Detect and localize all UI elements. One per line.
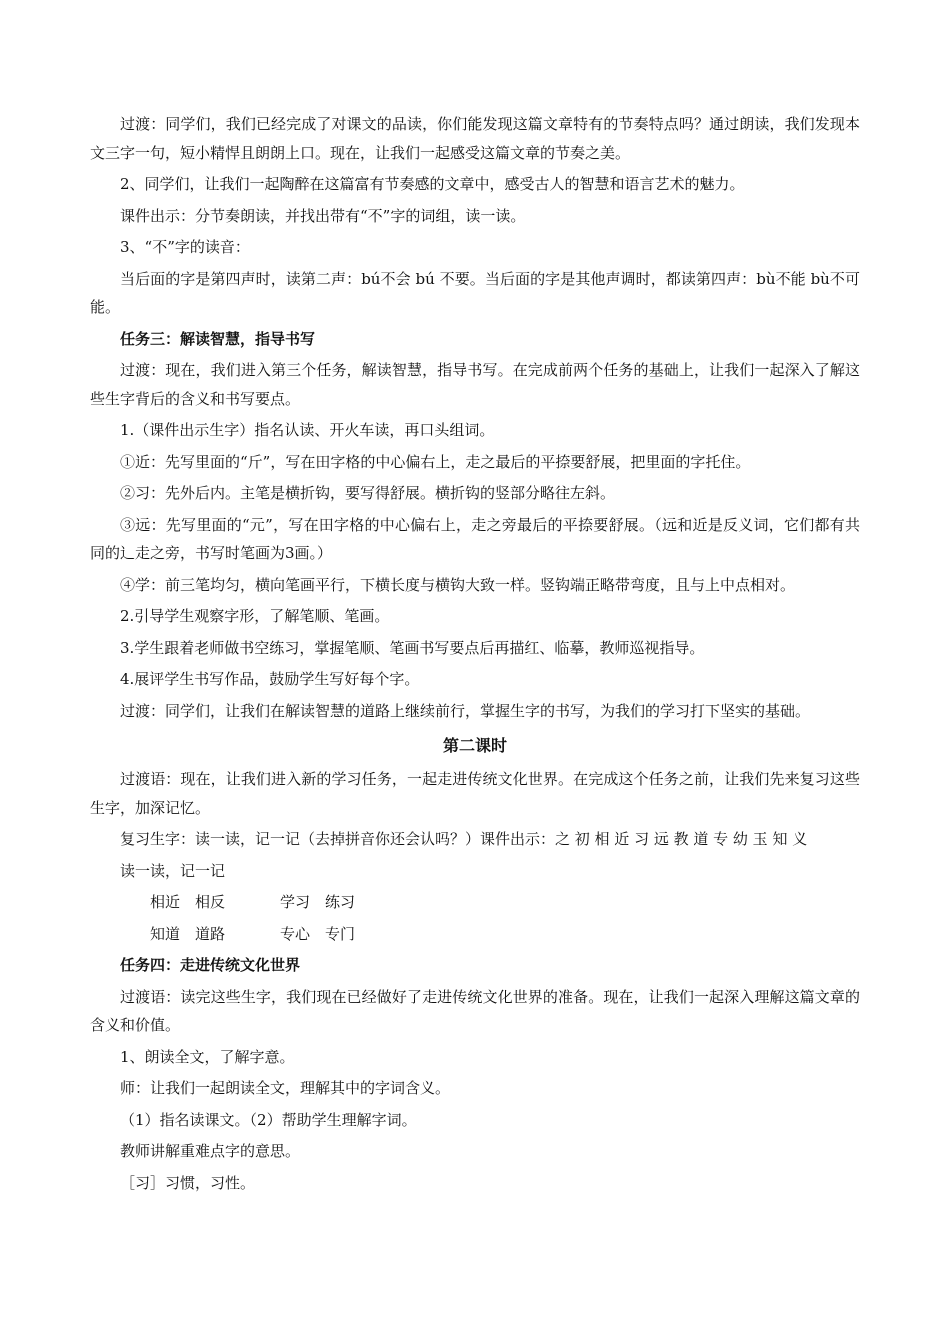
paragraph: 2.引导学生观察字形，了解笔顺、笔画。 <box>120 607 390 625</box>
paragraph: 复习生字：读一读，记一记（去掉拼音你还会认吗？）课件出示：之 初 相 近 习 远 教 道 专 幼 玉 知 义 <box>120 830 808 849</box>
paragraph: 2、同学们，让我们一起陶醉在这篇富有节奏感的文章中，感受古人的智慧和语言艺术的魅力。 <box>120 175 745 193</box>
paragraph: 过渡：同学们，我们已经完成了对课文的品读，你们能发现这篇文章特有的节奏特点吗？通过朗读，我们发现本文三字一句，短小精悍且朗朗上口。现在，让我们一起感受这篇文章的节奏之美。 <box>90 115 860 162</box>
section-heading-task-4: 任务四：走进传统文化世界 <box>120 956 301 975</box>
paragraph: ③远：先写里面的“元”，写在田字格的中心偏右上，走之旁最后的平捺要舒展。（远和近是反义词，它们都有共同的辶走之旁，书写时笔画为3画。） <box>90 515 860 562</box>
paragraph: 过渡：同学们，让我们在解读智慧的道路上继续前行，掌握生字的书写，为我们的学习打下坚实的基础。 <box>120 701 811 720</box>
paragraph: 1.（课件出示生字）指名认读、开火车读，再口头组词。 <box>120 421 495 439</box>
paragraph: 4.展评学生书写作品，鼓励学生写好每个字。 <box>120 670 420 688</box>
word-pair-right: 专心 专门 <box>280 924 356 943</box>
paragraph: ①近：先写里面的“斤”，写在田字格的中心偏右上，走之最后的平捺要舒展，把里面的字托住。 <box>120 452 751 471</box>
paragraph: 当后面的字是第四声时，读第二声：bú不会 bú 不要。当后面的字是其他声调时，都读第四声：bù不能 bù不可能。 <box>90 269 860 316</box>
paragraph: 3、“不”字的读音： <box>120 238 250 256</box>
paragraph: 1、朗读全文，了解字意。 <box>120 1047 295 1066</box>
paragraph: 读一读，记一记 <box>120 861 226 880</box>
paragraph: （1）指名读课文。（2）帮助学生理解字词。 <box>120 1110 417 1129</box>
lesson-title-second-period: 第二课时 <box>442 736 507 755</box>
paragraph: 教师讲解重难点字的意思。 <box>120 1142 301 1161</box>
paragraph: ④学：前三笔均匀，横向笔画平行，下横长度与横钩大致一样。竖钩端正略带弯度，且与上中点相对。 <box>120 575 796 594</box>
word-pair-row <box>90 920 860 949</box>
paragraph: 过渡：现在，我们进入第三个任务，解读智慧，指导书写。在完成前两个任务的基础上，让我们一起深入了解这些生字背后的含义和书写要点。 <box>90 361 860 408</box>
word-pair-left: 知道 道路 <box>150 924 226 943</box>
section-heading-task-3: 任务三：解读智慧，指导书写 <box>120 329 316 348</box>
paragraph: 过渡语：现在，让我们进入新的学习任务，一起走进传统文化世界。在完成这个任务之前，让我们先来复习这些生字，加深记忆。 <box>90 770 860 817</box>
word-pair-right: 学习 练习 <box>280 893 356 912</box>
word-pair-left: 相近 相反 <box>150 893 226 912</box>
paragraph: ②习：先外后内。主笔是横折钩，要写得舒展。横折钩的竖部分略往左斜。 <box>120 484 616 502</box>
document-body <box>90 110 860 1200</box>
paragraph: 师：让我们一起朗读全文，理解其中的字词含义。 <box>120 1079 451 1098</box>
paragraph: 课件出示：分节奏朗读，并找出带有“不”字的词组，读一读。 <box>120 206 526 225</box>
paragraph: 3.学生跟着老师做书空练习，掌握笔顺、笔画书写要点后再描红、临摹，教师巡视指导。 <box>120 638 705 657</box>
paragraph: 过渡语：读完这些生字，我们现在已经做好了走进传统文化世界的准备。现在，让我们一起深入理解这篇文章的含义和价值。 <box>90 987 860 1035</box>
paragraph: ［习］习惯，习性。 <box>120 1173 256 1192</box>
word-pair-row <box>90 888 860 917</box>
